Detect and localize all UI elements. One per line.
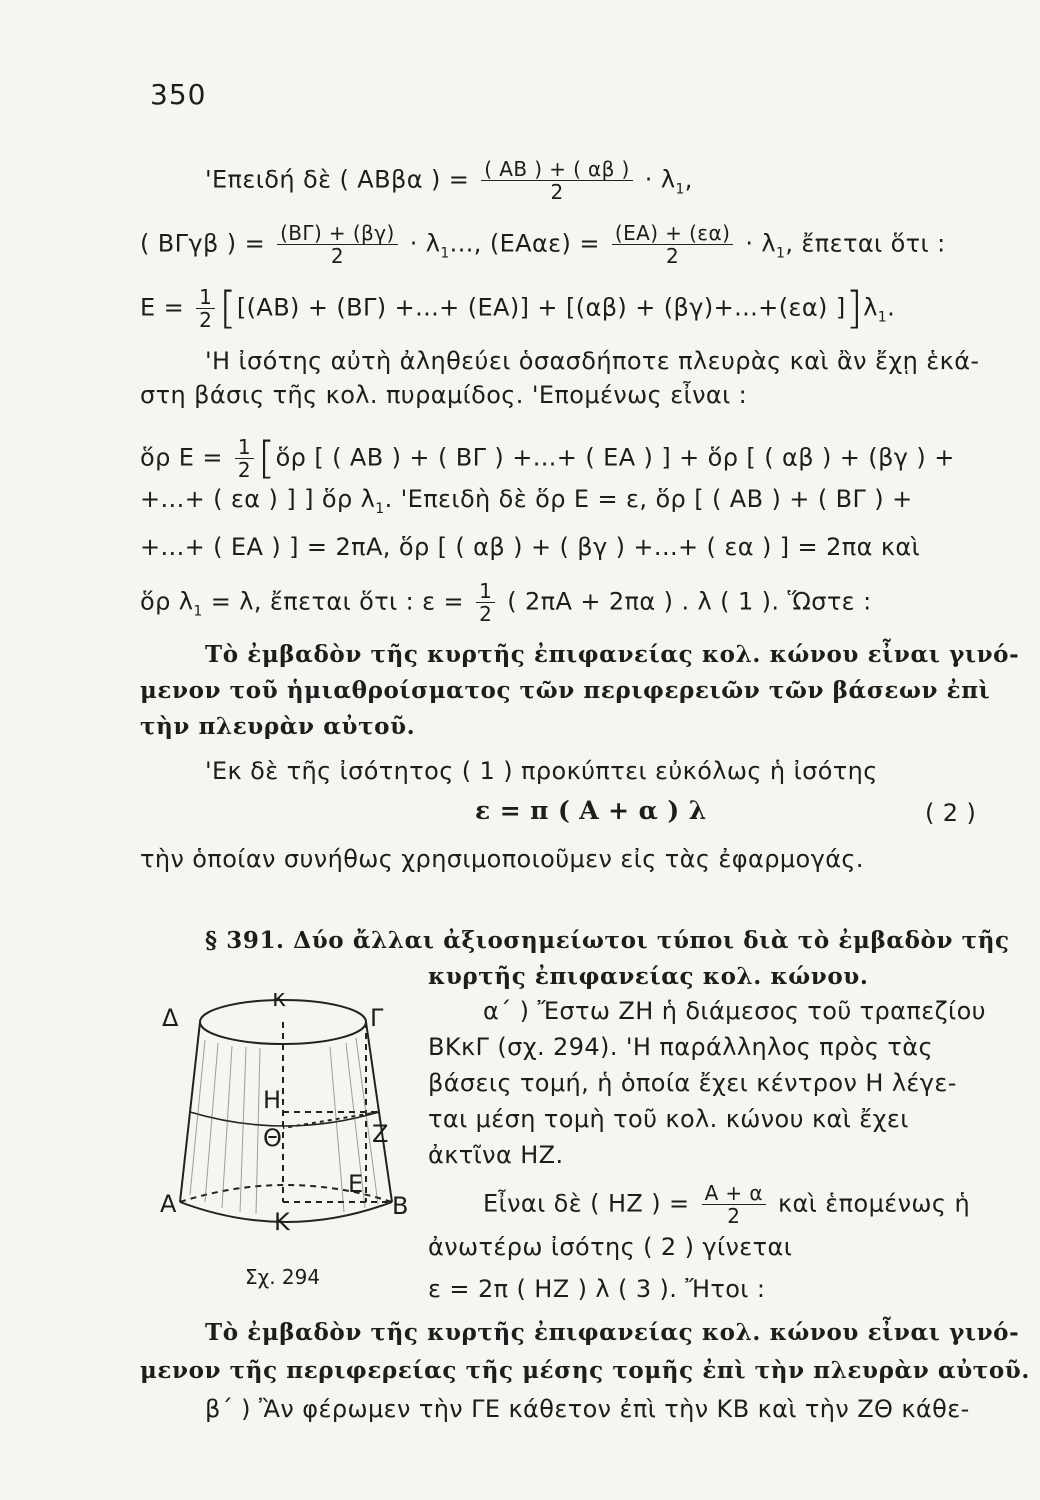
text-line: ται μέση τομὴ τοῦ κολ. κώνου καὶ ἔχει [428, 1105, 909, 1133]
fraction: $\frac{( AB ) + ( \alpha\beta )}{2}$ [481, 158, 632, 203]
text-line: α΄ ) Ἔστω ΖΗ ἡ διάμεσος τοῦ τραπεζίου [483, 997, 986, 1025]
equation-line-1: 'Επειδή δὲ ( ΑΒβα ) = $\frac{( AB ) + ( \alpha\beta )}{2}$ · $\lambda_1$, [205, 157, 693, 204]
equation-line: ε = 2π ( ΗΖ ) λ ( 3 ). Ἤτοι : [428, 1275, 766, 1303]
formula-number: ( 2 ) [925, 799, 977, 827]
page-number: 350 [150, 78, 207, 111]
equation-text: 'Επειδή δὲ ( ΑΒβα ) = [205, 165, 470, 194]
section-heading [205, 926, 1010, 956]
median-section [190, 1112, 379, 1126]
theorem-line: Τὸ ἐμβαδὸν τῆς κυρτῆς ἐπιφανείας κολ. κώνου εἶναι γινό- [205, 641, 1020, 668]
text-line: ΒΚκΓ (σχ. 294). 'Η παράλληλος πρὸς τὰς [428, 1033, 933, 1061]
text-line: βάσεις τομή, ἡ ὁποία ἔχει κέντρον Η λέγε- [428, 1069, 957, 1097]
label-Th: Θ [263, 1124, 282, 1152]
fraction: $\frac{(B\Gamma) + (\beta\gamma)}{2}$ [277, 222, 398, 267]
equation-line-2: ( ΒΓγβ ) = $\frac{(B\Gamma) + (\beta\gamma)}{2}$ · $\lambda_1$..., (ΕΑαε) = $\frac{(EA) + (\varepsilon\alpha)}{2}$ · $\lambda_1$, ἔπεται ὅτι : [140, 221, 946, 268]
fraction: $\frac{(EA) + (\varepsilon\alpha)}{2}$ [612, 222, 733, 267]
label-Z: Ζ [372, 1120, 389, 1148]
equation-line-9: ὅρ $\lambda_1 = \lambda$, ἔπεται ὅτι : ε = $\frac{1}{2}$ ( 2πΑ + 2πα ) . λ ( 1 ). Ὥστε : [140, 579, 872, 626]
section-number: § 391. [205, 927, 285, 954]
text-line: β΄ ) Ἂν φέρωμεν τὴν ΓΕ κάθετον ἐπὶ τὴν ΚΒ καὶ τὴν ΖΘ κάθε- [205, 1395, 970, 1423]
equation-line-8: +...+ ( ΕΑ ) ] = 2πΑ, ὅρ [ ( αβ ) + ( βγ ) +...+ ( εα ) ] = 2πα καὶ [140, 533, 921, 561]
equation-line-7: +...+ ( εα ) ] ] ὅρ $\lambda_1$. 'Επειδὴ δὲ ὅρ Ε = ε, ὅρ [ ( ΑΒ ) + ( ΒΓ ) + [140, 485, 913, 517]
label-B: Β [392, 1192, 409, 1220]
label-K: Κ [274, 1208, 290, 1236]
fraction: $\frac{1}{2}$ [235, 436, 254, 481]
figure-caption: Σχ. 294 [245, 1265, 321, 1289]
text-line: στη βάσις τῆς κολ. πυραμίδος. 'Επομένως εἶναι : [140, 381, 748, 409]
theorem-line: μενον τοῦ ἡμιαθροίσματος τῶν περιφερειῶν τῶν βάσεων ἐπὶ [140, 677, 991, 704]
equation-line-6: ὅρ Ε = $\frac{1}{2}$ [ὅρ [ ( ΑΒ ) + ( ΒΓ ) +...+ ( ΕΑ ) ] + ὅρ [ ( αβ ) + (βγ ) + [140, 432, 955, 484]
theorem-line: μενον τῆς περιφερείας τῆς μέσης τομῆς ἐπὶ τὴν πλευρὰν αὐτοῦ. [140, 1357, 1030, 1384]
section-title: Δύο ἄλλαι ἀξιοσημείωτοι τύποι διὰ τὸ ἐμβαδὸν τῆς [293, 927, 1010, 954]
label-D: Δ [162, 1004, 179, 1032]
label-H: Η [263, 1086, 282, 1114]
theorem-line: Τὸ ἐμβαδὸν τῆς κυρτῆς ἐπιφανείας κολ. κώνου εἶναι γινό- [205, 1319, 1020, 1346]
fraction: $\frac{1}{2}$ [196, 286, 215, 331]
equation-line-3: Ε = $\frac{1}{2}$ [[(ΑΒ) + (ΒΓ) +...+ (ΕΑ)] + [(αβ) + (βγ)+...+(εα) ]]$\lambda_1$. [140, 282, 896, 334]
text-line: ἀκτῖνα ΗΖ. [428, 1141, 564, 1169]
label-A: Α [160, 1190, 177, 1218]
fraction: $\frac{1}{2}$ [476, 580, 495, 625]
label-E: Ε [348, 1170, 364, 1198]
text-line: 'Η ἰσότης αὐτὴ ἀληθεύει ὁσασδήποτε πλευρὰς καὶ ἂν ἔχῃ ἑκά- [205, 347, 980, 375]
section-title-line2: κυρτῆς ἐπιφανείας κολ. κώνου. [428, 963, 869, 990]
truncated-cone-figure [160, 980, 430, 1300]
label-G: Γ [370, 1004, 384, 1032]
equation-line: Εἶναι δὲ ( ΗΖ ) = $\frac{A + \alpha}{2}$ καὶ ἑπομένως ἡ [483, 1181, 971, 1228]
text-line: 'Εκ δὲ τῆς ἰσότητος ( 1 ) προκύπτει εὐκόλως ἡ ἰσότης [205, 757, 878, 785]
theorem-line: τὴν πλευρὰν αὐτοῦ. [140, 713, 416, 740]
text-line: ἀνωτέρω ἰσότης ( 2 ) γίνεται [428, 1233, 793, 1261]
label-k: κ [272, 984, 287, 1012]
fraction: $\frac{A + \alpha}{2}$ [702, 1182, 766, 1227]
formula-2: ε = π ( Α + α ) λ [475, 796, 707, 825]
text-line: τὴν ὁποίαν συνήθως χρησιμοποιοῦμεν εἰς τὰς ἐφαρμογάς. [140, 845, 864, 873]
